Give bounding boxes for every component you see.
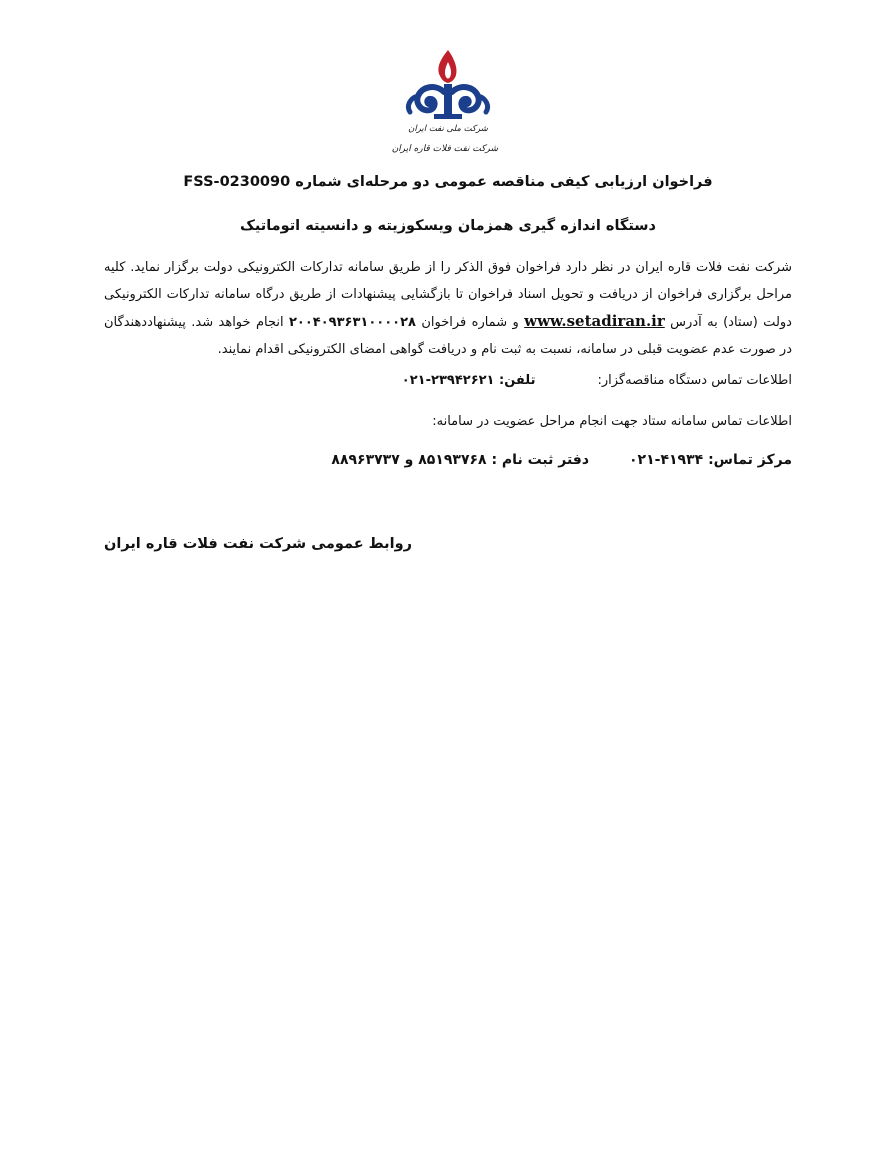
- tender-phone: تلفن: ۲۳۹۴۲۶۲۱-۰۲۱: [401, 373, 536, 388]
- tender-number: ۲۰۰۴۰۹۳۶۳۱۰۰۰۰۲۸: [288, 315, 416, 330]
- document-title: فراخوان ارزیابی کیفی مناقصه عمومی دو مرحله‌ای شماره FSS-0230090: [183, 174, 713, 190]
- logo-text-nioc: شرکت ملی نفت ایران: [408, 124, 488, 134]
- registration-office-numbers: دفتر ثبت نام : ۸۵۱۹۳۷۶۸ و ۸۸۹۶۳۷۳۷: [331, 452, 590, 468]
- logo-text-iooc: شرکت نفت فلات قاره ایران: [391, 144, 498, 154]
- tender-contact-label: اطلاعات تماس دستگاه مناقصه‌گزار:: [597, 373, 792, 388]
- portal-contact-line: [331, 452, 792, 468]
- portal-contact-label: اطلاعات تماس سامانه ستاد جهت انجام مراحل عضویت در سامانه:: [432, 414, 792, 429]
- body-part-3: انجام خواهد شد. پیشنهاددهندگان در صورت عدم عضویت قبلی در سامانه، نسبت به ثبت نام و دریافت گواهی امضای الکترونیکی اقدام نمایند.: [104, 315, 792, 357]
- body-paragraph: [104, 254, 792, 363]
- company-logo: [391, 48, 498, 166]
- public-relations-signature: روابط عمومی شرکت نفت فلات قاره ایران: [104, 536, 412, 552]
- document-subtitle: دستگاه اندازه گیری همزمان ویسکوزیته و دانسیته اتوماتیک: [240, 218, 656, 234]
- body-part-2: و شماره فراخوان: [421, 315, 519, 330]
- setad-url-link[interactable]: www.setadiran.ir: [524, 312, 665, 330]
- tender-contact-line: [402, 373, 792, 388]
- body-part-1: شرکت نفت فلات قاره ایران در نظر دارد فراخوان فوق الذکر را از طریق سامانه تدارکات الکترونیکی دولت برگزار نماید. کلیه مراحل برگزاری فراخوان از دریافت و تحویل اسناد فراخوان تا بازگشایی پیشنهادات از طریق درگاه سامانه تدارکات الکترونیکی دولت (ستاد) به آدرس: [104, 260, 792, 330]
- call-center-number: مرکز تماس: ۴۱۹۳۴-۰۲۱: [629, 452, 792, 468]
- flame-logo-icon: [398, 48, 498, 122]
